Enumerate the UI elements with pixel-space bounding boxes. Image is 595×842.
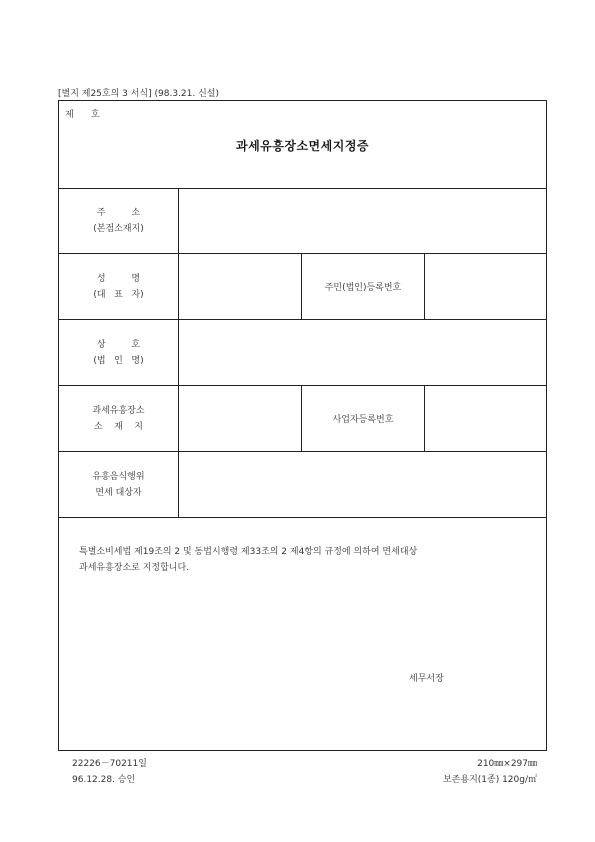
- location-row: [59, 386, 546, 452]
- name-label: [59, 254, 179, 319]
- exempt-target-field[interactable]: [179, 452, 546, 517]
- location-label-line2: 소 재 지: [94, 421, 143, 432]
- location-label: [59, 386, 179, 451]
- title-section: [59, 101, 546, 189]
- address-value-field[interactable]: [179, 188, 546, 253]
- tax-office-signature: 세무서장: [409, 674, 444, 684]
- exempt-target-label-line1: 유흥음식행위: [92, 471, 145, 482]
- name-value-field[interactable]: [179, 254, 302, 319]
- business-name-row: [59, 320, 546, 386]
- registration-number-label: 주민(법인)등록번호: [302, 254, 425, 319]
- approval-date: 96.12.28. 승인: [72, 775, 136, 785]
- address-row: [59, 188, 546, 254]
- business-name-label-line1: 상 호: [96, 339, 141, 350]
- certificate-form: [58, 100, 547, 751]
- document-title: 과세유흥장소면세지정증: [235, 139, 369, 153]
- name-label-line2: (대 표 자): [93, 289, 144, 300]
- address-label: [59, 188, 179, 253]
- form-code: 22226－70211일: [72, 759, 147, 769]
- form-header-note: [별지 제25호의 3 서식] (98.3.21. 신설): [58, 89, 219, 99]
- designation-statement: [79, 544, 529, 576]
- location-label-line1: 과세유흥장소: [92, 405, 145, 416]
- business-name-label: [59, 320, 179, 385]
- statement-line2: 과세유흥장소로 지정합니다.: [79, 563, 190, 573]
- registration-number-field[interactable]: [425, 254, 546, 319]
- business-registration-field[interactable]: [425, 386, 546, 451]
- name-label-line1: 성 명: [96, 273, 141, 284]
- name-row: [59, 254, 546, 320]
- exempt-target-label-line2: 면세 대상자: [95, 487, 142, 498]
- address-label-line2: (본점소재지): [93, 223, 144, 234]
- business-name-label-line2: (법 인 명): [93, 355, 144, 366]
- address-label-line1: 주 소: [96, 207, 141, 218]
- exempt-target-label: [59, 452, 179, 517]
- location-value-field[interactable]: [179, 386, 302, 451]
- statement-line1: 특별소비세법 제19조의 2 및 동법시행령 제33조의 2 제4항의 규정에 의하여 면세대상: [79, 547, 418, 557]
- exempt-target-row: [59, 452, 546, 518]
- business-registration-label: 사업자등록번호: [302, 386, 425, 451]
- document-number-label: 제 호: [65, 110, 100, 120]
- paper-type: 보존용지(1종) 120g/㎡: [442, 775, 537, 785]
- business-name-field[interactable]: [179, 320, 546, 385]
- paper-size: 210㎜×297㎜: [477, 759, 537, 769]
